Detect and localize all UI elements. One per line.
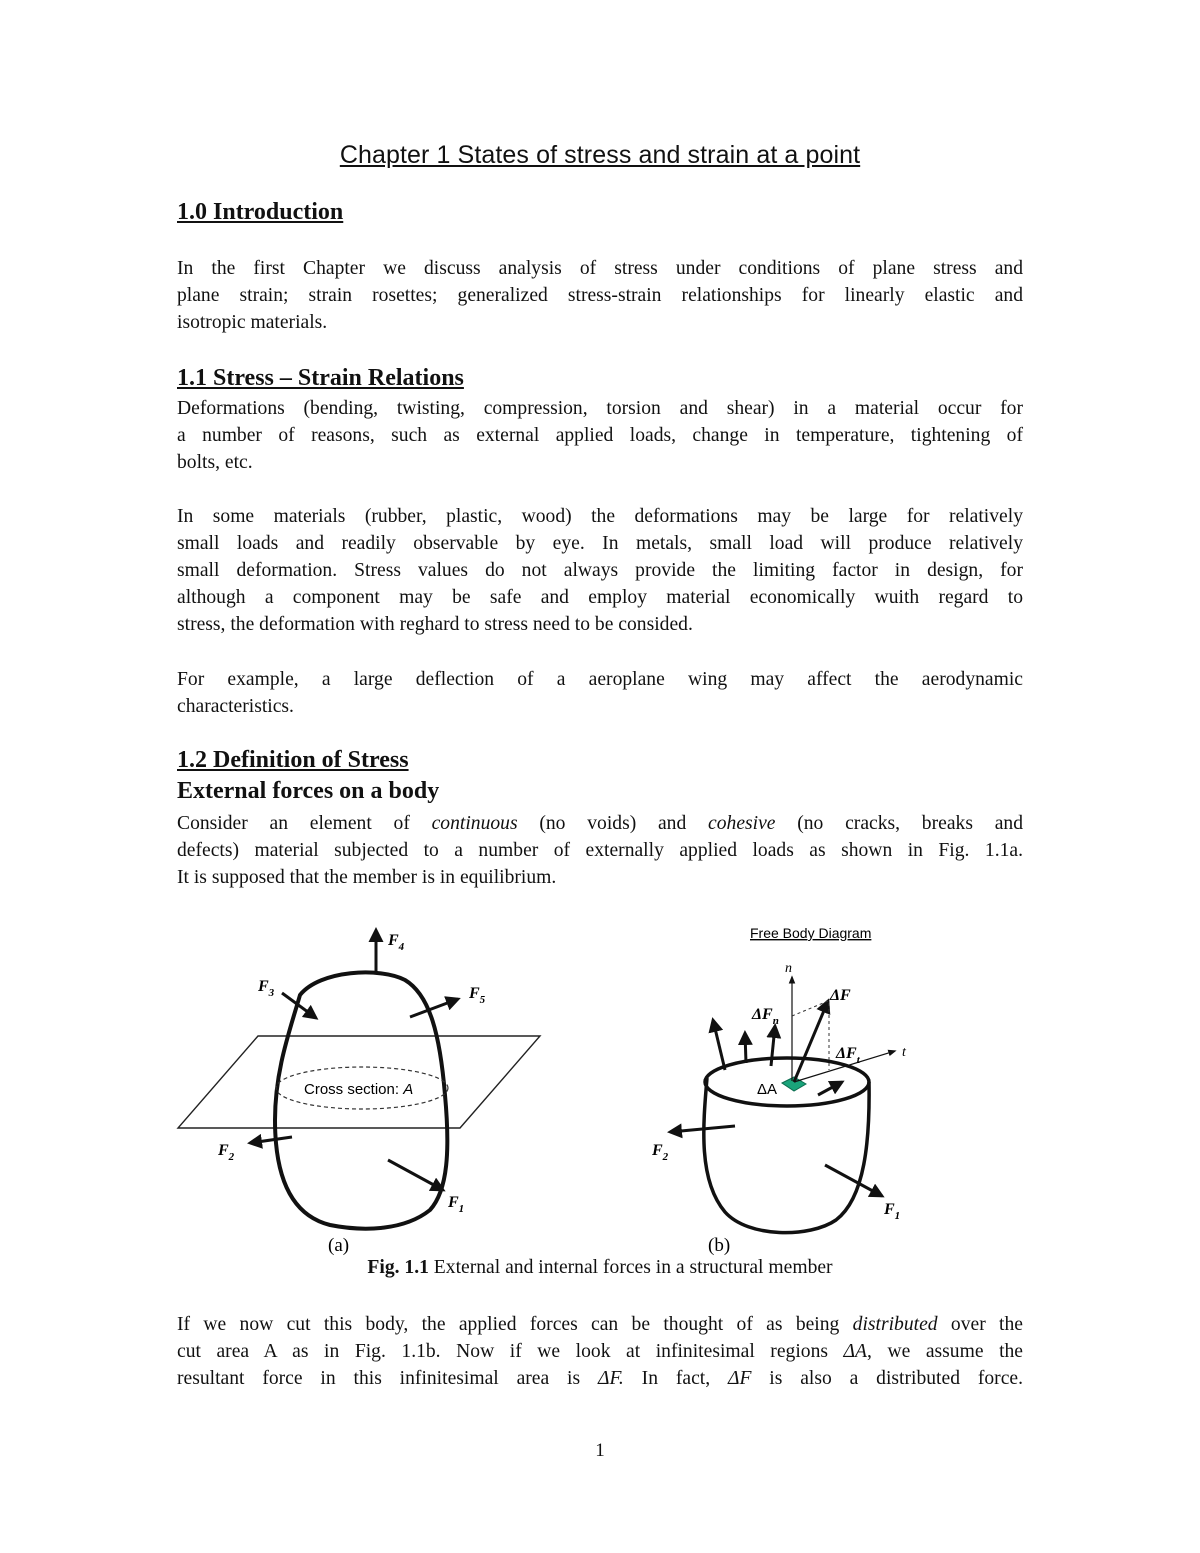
- text-line: resultant force in this infinitesimal area is ΔF. In fact, ΔF is also a distributed force.: [177, 1368, 1023, 1389]
- free-body-diagram-title: Free Body Diagram: [750, 925, 872, 941]
- force-label-F2: $F_2$: [218, 1142, 235, 1163]
- cut-body-outline: [704, 1078, 869, 1233]
- text-line: stress, the deformation with reghard to stress need to be consided.: [177, 614, 693, 635]
- text-line: small deformation. Stress values do not always provide the limiting factor in design, for: [177, 560, 1023, 581]
- force-F5-arrow: [410, 999, 458, 1017]
- tangent-axis-label: t: [902, 1045, 906, 1060]
- figure-caption: [0, 1257, 1200, 1279]
- normal-axis-label: n: [785, 961, 792, 976]
- definition-paragraph: [177, 810, 1023, 891]
- dFt-label: $\Delta F_t$: [836, 1045, 860, 1066]
- section-heading-stress-strain: 1.1 Stress – Strain Relations: [177, 365, 464, 391]
- internal-force-arrow: [745, 1033, 746, 1063]
- intro-paragraph: [177, 255, 1023, 336]
- figure-b-free-body: [651, 925, 907, 1256]
- figure-a-label: (a): [328, 1235, 350, 1256]
- text-line: It is supposed that the member is in equilibrium.: [177, 867, 557, 888]
- text-line: Deformations (bending, twisting, compression, torsion and shear) in a material occur for: [177, 398, 1023, 419]
- force-F1-arrow: [825, 1165, 882, 1196]
- dFn-label: $\Delta F_n$: [752, 1006, 779, 1027]
- text-line: If we now cut this body, the applied forces can be thought of as being distributed over the: [177, 1314, 1023, 1335]
- force-label-F1: $F_1$: [448, 1194, 465, 1215]
- internal-force-arrow: [818, 1082, 842, 1095]
- text-line: characteristics.: [177, 696, 294, 717]
- force-F2-arrow: [250, 1137, 292, 1143]
- page-number: 1: [595, 1440, 605, 1461]
- term-cohesive: cohesive: [708, 813, 776, 834]
- subheading-external-forces: External forces on a body: [177, 778, 440, 804]
- text-line: plane strain; strain rosettes; generalized stress-strain relationships for linearly elastic and: [177, 285, 1023, 306]
- text-line: small loads and readily observable by eye. In metals, small load will produce relatively: [177, 533, 1023, 554]
- force-label-F5: $F_5$: [469, 985, 486, 1006]
- text-line: although a component may be safe and employ material economically wuith regard to: [177, 587, 1023, 608]
- stress-strain-paragraph-2: [177, 503, 1023, 638]
- caption-figure-number: Fig. 1.1: [367, 1257, 429, 1278]
- dA-label: ΔA: [757, 1081, 778, 1098]
- section-heading-introduction: 1.0 Introduction: [177, 199, 344, 225]
- chapter-title: Chapter 1 States of stress and strain at a point: [339, 141, 861, 169]
- dF-label: ΔF: [830, 987, 851, 1004]
- text-line: Consider an element of continuous (no voids) and cohesive (no cracks, breaks and: [177, 813, 1023, 834]
- text-line: cut area A as in Fig. 1.1b. Now if we look at infinitesimal regions ΔA, we assume the: [177, 1341, 1024, 1362]
- section-heading-definition-of-stress: 1.2 Definition of Stress: [177, 747, 409, 773]
- caption-text: External and internal forces in a structural member: [428, 1257, 833, 1278]
- text-line: In the first Chapter we discuss analysis of stress under conditions of plane stress and: [177, 258, 1023, 279]
- text-line: For example, a large deflection of a aeroplane wing may affect the aerodynamic: [177, 669, 1023, 690]
- after-figure-paragraph: [177, 1311, 1023, 1392]
- cross-section-label: Cross section: A: [304, 1081, 414, 1098]
- term-continuous: continuous: [431, 813, 518, 834]
- body-outline: [275, 972, 447, 1228]
- figure-1-1: [0, 900, 1200, 1260]
- force-label-F2: $F_2$: [652, 1142, 669, 1163]
- force-label-F4: $F_4$: [388, 932, 405, 953]
- force-label-F3: $F_3$: [258, 978, 275, 999]
- text-line: a number of reasons, such as external applied loads, change in temperature, tightening of: [177, 425, 1023, 446]
- text-line: In some materials (rubber, plastic, wood) the deformations may be large for relatively: [177, 506, 1023, 527]
- internal-force-arrow: [713, 1020, 725, 1070]
- figure-b-label: (b): [708, 1235, 731, 1256]
- force-F1-arrow: [388, 1160, 443, 1190]
- figure-a-body: [178, 930, 540, 1256]
- term-distributed: distributed: [852, 1314, 938, 1335]
- force-label-F1: $F_1$: [884, 1201, 901, 1222]
- text-line: isotropic materials.: [177, 312, 328, 333]
- stress-strain-paragraph-3: [177, 666, 1023, 720]
- text-line: defects) material subjected to a number of externally applied loads as shown in Fig. 1.1a.: [177, 840, 1023, 861]
- stress-strain-paragraph-1: [177, 395, 1023, 476]
- text-line: bolts, etc.: [177, 452, 253, 473]
